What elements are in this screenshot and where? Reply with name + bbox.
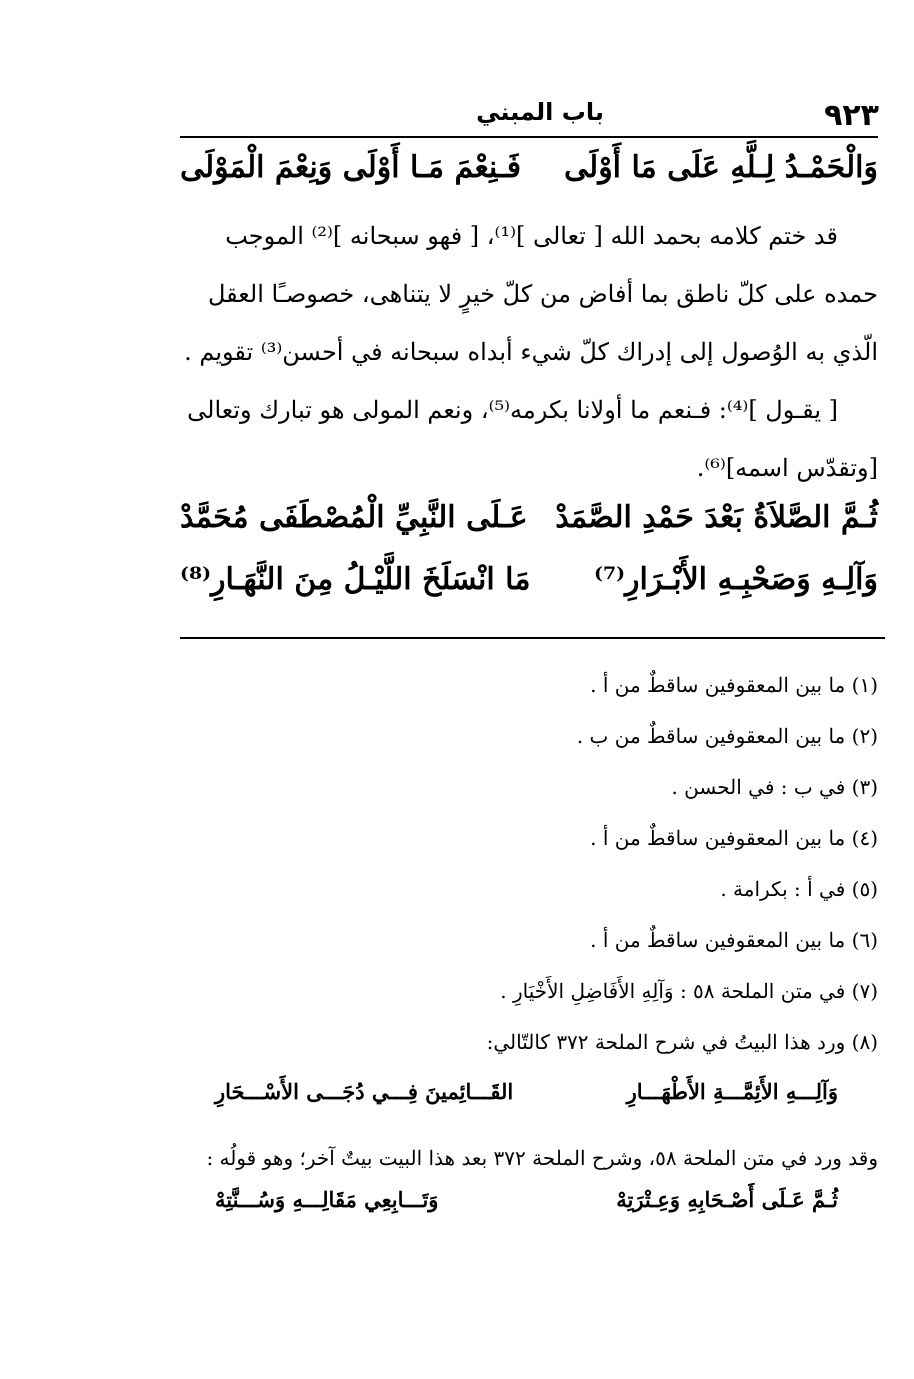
commentary-paragraph-1 <box>180 207 878 381</box>
verse-2-second-hemistich: عَـلَى النَّبِيِّ الْمُصْطَفَى مُحَمَّدْ <box>180 500 528 535</box>
footnote-8-verse-second-hemistich: القَـــائِمينَ فِـــي دُجَـــى الأَسْـــحَارِ <box>215 1079 514 1104</box>
verse-2 <box>180 500 878 560</box>
verse-3-first-hemistich: وَآلِـهِ وَصَحْبِـهِ الأَبْـرَارِ⁽⁷⁾ <box>594 562 878 597</box>
verse-2-first-hemistich: ثُـمَّ الصَّلاَةُ بَعْدَ حَمْدِ الصَّمَدْ <box>555 500 878 535</box>
footnote-1: (١) ما بين المعقوفين ساقطٌ من أ . <box>590 673 878 697</box>
commentary-line: [وتقدّس اسمه]⁽⁶⁾. <box>696 454 878 482</box>
footnotes <box>180 665 878 1243</box>
footnote-divider <box>180 637 885 639</box>
footnote-8-verse-first-hemistich: وَآلِـــهِ الأَئِمَّـــةِ الأَطْهَـــارِ <box>626 1079 838 1104</box>
footnote-6: (٦) ما بين المعقوفين ساقطٌ من أ . <box>590 928 878 952</box>
footnote-8: (٨) ورد هذا البيتُ في شرح الملحة ٣٧٢ كالتّالي: <box>486 1030 878 1054</box>
chapter-title: باب المبني <box>476 98 604 126</box>
verse-3 <box>180 562 878 622</box>
footnote-2: (٢) ما بين المعقوفين ساقطٌ من ب . <box>576 724 878 748</box>
header-divider <box>180 136 878 138</box>
commentary-line: الّذي به الوُصول إلى إدراك كلّ شيء أبداه سبحانه في أحسن⁽³⁾ تقويم . <box>184 338 878 366</box>
verse-1-second-hemistich: فَـنِعْمَ مَـا أَوْلَى وَنِعْمَ الْمَوْلَى <box>180 150 522 185</box>
footnote-8-verse <box>180 1073 878 1135</box>
page-number: ٩٢٣ <box>824 98 879 133</box>
commentary-line: حمده على كلّ ناطق بما أفاض من كلّ خيرٍ لا يتناهى، خصوصـًا العقل <box>207 280 878 308</box>
footnote-8-note: وقد ورد في متن الملحة ٥٨، وشرح الملحة ٣٧٢ بعد هذا البيت بيتٌ آخر؛ وهو قولُه : <box>206 1146 878 1170</box>
commentary-paragraph-2 <box>180 381 878 497</box>
footnote-8-extra-verse <box>180 1181 878 1243</box>
footnote-3: (٣) في ب : في الحسن . <box>671 775 878 799</box>
commentary-line: قد ختم كلامه بحمد الله [ تعالى ]⁽¹⁾، [ فهو سبحانه ]⁽²⁾ الموجب <box>225 222 838 250</box>
footnote-4: (٤) ما بين المعقوفين ساقطٌ من أ . <box>590 826 878 850</box>
footnote-8-extra-verse-second-hemistich: وَتَـــابِعِي مَقَالِـــهِ وَسُـــنَّتِهْ <box>215 1187 439 1212</box>
verse-3-second-hemistich: مَا انْسَلَخَ اللَّيْـلُ مِنَ النَّهَـارِ⁽⁸⁾ <box>180 562 531 597</box>
footnote-5: (٥) في أ : بكرامة . <box>720 877 878 901</box>
footnote-7: (٧) في متن الملحة ٥٨ : وَآلِهِ الأَفَاضِلِ الأَخْيَارِ . <box>500 979 878 1003</box>
commentary-line: [ يقـول ]⁽⁴⁾: فـنعم ما أولانا بكرمه⁽⁵⁾، ونعم المولى هو تبارك وتعالى <box>187 396 838 424</box>
verse-1-first-hemistich: وَالْحَمْـدُ لِـلَّهِ عَلَى مَا أَوْلَى <box>564 150 878 185</box>
verse-1 <box>180 150 878 210</box>
footnote-8-extra-verse-first-hemistich: ثُـمَّ عَـلَى أَصْـحَابِهِ وَعِـتْرَتِهْ <box>616 1187 838 1212</box>
